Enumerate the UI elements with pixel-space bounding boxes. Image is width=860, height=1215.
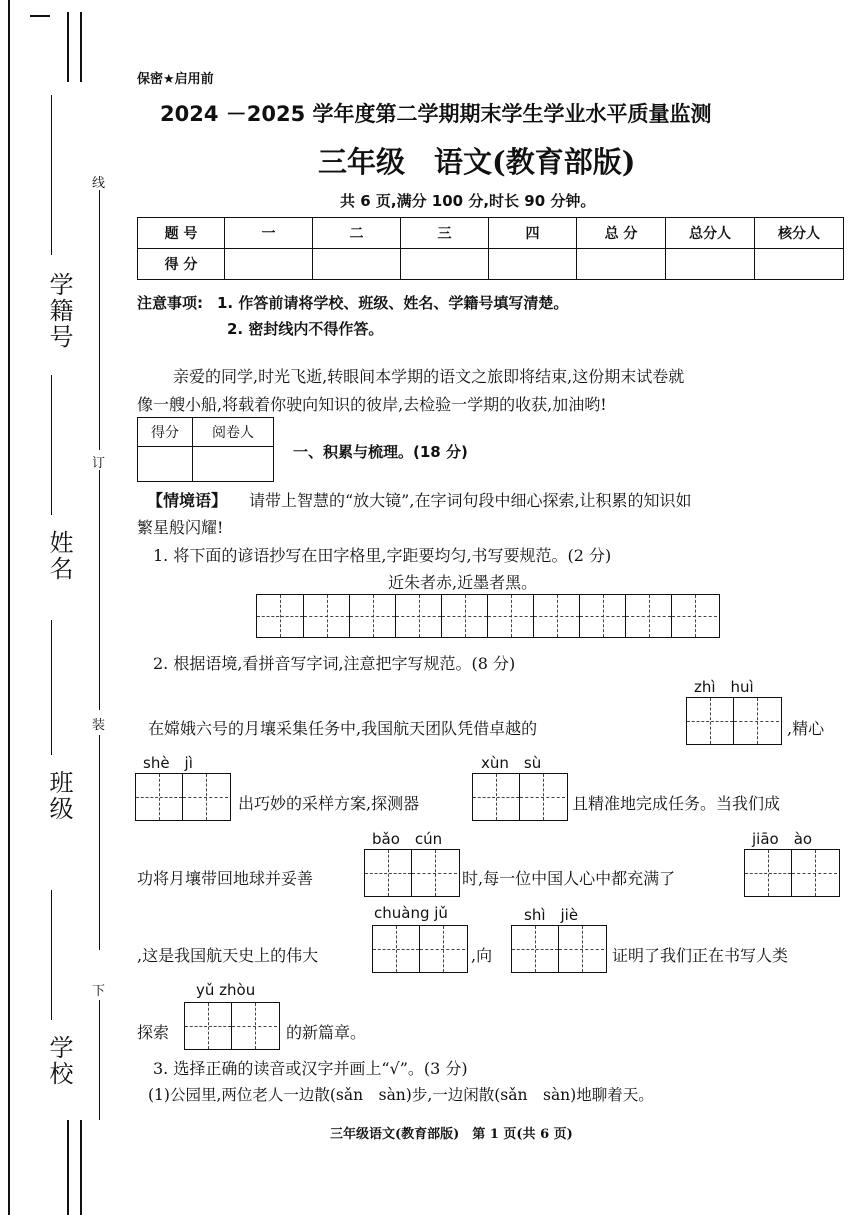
situation-line-1: 请带上智慧的“放大镜”,在字词句段中细心探索,让积累的知识如 — [249, 491, 692, 510]
underline-school — [51, 890, 52, 1020]
grader-reviewer-label: 阅卷人 — [193, 418, 274, 447]
question-2: 2. 根据语境,看拼音写字词,注意把字写规范。(8 分) — [153, 654, 516, 673]
notes-item-1: 1. 作答前请将学校、班级、姓名、学籍号填写清楚。 — [217, 294, 569, 312]
tianzige-grid-q1[interactable] — [256, 594, 720, 638]
underline-class — [51, 620, 52, 755]
passage-line-4c: 证明了我们正在书写人类 — [612, 946, 789, 965]
label-student-id: 学籍号 — [45, 272, 73, 350]
binding-line — [8, 0, 10, 1215]
exam-title: 2024 －2025 学年度第二学期期末学生学业水平质量监测 — [160, 102, 712, 126]
grader-reviewer-cell[interactable] — [193, 447, 274, 482]
label-name: 姓名 — [45, 530, 73, 582]
section1-title: 一、积累与梳理。(18 分) — [293, 443, 468, 461]
pinyin-baocun: bǎo cún — [372, 830, 443, 848]
score-header-cell: 三 — [401, 218, 489, 249]
score-cell[interactable] — [489, 249, 577, 280]
score-table-score-row — [138, 249, 844, 280]
page-footer: 三年级语文(教育部版) 第 1 页(共 6 页) — [330, 1127, 573, 1142]
seal-line — [99, 190, 100, 450]
passage-line-3b: 时,每一位中国人心中都充满了 — [462, 869, 676, 888]
secret-label: 保密★启用前 — [137, 72, 214, 87]
pinyin-xunsu: xùn sù — [481, 754, 542, 772]
question-3: 3. 选择正确的读音或汉字并画上“√”。(3 分) — [153, 1059, 468, 1078]
pinyin-yuzhou: yǔ zhòu — [196, 981, 256, 999]
passage-line-2a: 出巧妙的采样方案,探测器 — [238, 794, 420, 813]
score-row-label: 得 分 — [138, 249, 225, 280]
answer-grid-yuzhou[interactable] — [184, 1002, 280, 1050]
answer-grid-sheji[interactable] — [135, 773, 231, 821]
seal-line — [99, 470, 100, 710]
seal-xia-label: 下 — [92, 984, 106, 999]
underline-name — [51, 375, 52, 515]
question-1: 1. 将下面的谚语抄写在田字格里,字距要均匀,书写要规范。(2 分) — [153, 546, 612, 565]
answer-grid-chuangju[interactable] — [372, 925, 468, 973]
grader-score-label: 得分 — [138, 418, 193, 447]
passage-line-5a: 探索 — [137, 1023, 170, 1042]
label-school: 学校 — [45, 1035, 73, 1087]
binding-line — [80, 1120, 82, 1215]
binding-line — [80, 12, 82, 82]
score-table-header-row — [138, 218, 844, 249]
score-cell[interactable] — [313, 249, 401, 280]
score-cell[interactable] — [666, 249, 755, 280]
answer-grid-shijie[interactable] — [511, 925, 607, 973]
score-header-cell: 一 — [225, 218, 313, 249]
passage-line-2b: 且精准地完成任务。当我们成 — [572, 794, 781, 813]
pinyin-sheji: shè jì — [143, 754, 193, 772]
passage-line-5b: 的新篇章。 — [286, 1023, 367, 1042]
score-cell[interactable] — [577, 249, 666, 280]
underline-student-id — [51, 95, 52, 255]
score-header-cell: 二 — [313, 218, 401, 249]
seal-line — [99, 1000, 100, 1120]
grader-table — [137, 417, 274, 482]
notes-label: 注意事项: — [137, 294, 203, 312]
proverb: 近朱者赤,近墨者黑。 — [388, 573, 538, 592]
passage-line-1: 在嫦娥六号的月壤采集任务中,我国航天团队凭借卓越的 — [148, 719, 538, 738]
answer-grid-zhihui[interactable] — [686, 697, 782, 745]
score-cell[interactable] — [225, 249, 313, 280]
score-header-cell: 核分人 — [755, 218, 844, 249]
answer-grid-baocun[interactable] — [364, 849, 460, 897]
answer-grid-jiaoao[interactable] — [744, 849, 840, 897]
score-header-cell: 题 号 — [138, 218, 225, 249]
situation-line-2: 繁星般闪耀! — [137, 518, 224, 537]
pinyin-zhihui: zhì huì — [694, 678, 754, 696]
grader-score-cell[interactable] — [138, 447, 193, 482]
passage-line-4a: ,这是我国航天史上的伟大 — [137, 946, 319, 965]
pinyin-chuangju: chuàng jǔ — [374, 904, 448, 922]
exam-subtitle: 三年级 语文(教育部版) — [318, 145, 636, 179]
answer-grid-xunsu[interactable] — [472, 773, 568, 821]
passage-line-4b: ,向 — [471, 946, 493, 965]
passage-line-1b: ,精心 — [787, 719, 825, 738]
seal-line-label: 线 — [92, 176, 106, 191]
label-class: 班级 — [45, 770, 73, 822]
pinyin-shijie: shì jiè — [524, 906, 579, 924]
seal-zhuang-label: 装 — [92, 718, 106, 733]
situation-label: 【情境语】 — [147, 491, 228, 510]
intro-line-2: 像一艘小船,将载着你驶向知识的彼岸,去检验一学期的收获,加油哟! — [137, 395, 607, 414]
pinyin-jiaoao: jiāo ào — [752, 830, 813, 848]
notes-item-2: 2. 密封线内不得作答。 — [227, 320, 384, 338]
score-table — [137, 217, 844, 280]
question-3-1: (1)公园里,两位老人一边散(sǎn sàn)步,一边闲散(sǎn sàn)地聊着天。 — [148, 1086, 654, 1104]
intro-line-1: 亲爱的同学,时光飞逝,转眼间本学期的语文之旅即将结束,这份期末试卷就 — [173, 367, 685, 386]
score-header-cell: 总分人 — [666, 218, 755, 249]
exam-info: 共 6 页,满分 100 分,时长 90 分钟。 — [340, 192, 596, 210]
binding-line — [67, 1120, 69, 1215]
score-cell[interactable] — [755, 249, 844, 280]
passage-line-3a: 功将月壤带回地球并妥善 — [137, 869, 314, 888]
score-header-cell: 总 分 — [577, 218, 666, 249]
score-header-cell: 四 — [489, 218, 577, 249]
seal-line — [99, 735, 100, 950]
binding-line — [67, 12, 69, 82]
seal-ding-label: 订 — [92, 456, 106, 471]
border-top-line — [30, 15, 50, 17]
score-cell[interactable] — [401, 249, 489, 280]
